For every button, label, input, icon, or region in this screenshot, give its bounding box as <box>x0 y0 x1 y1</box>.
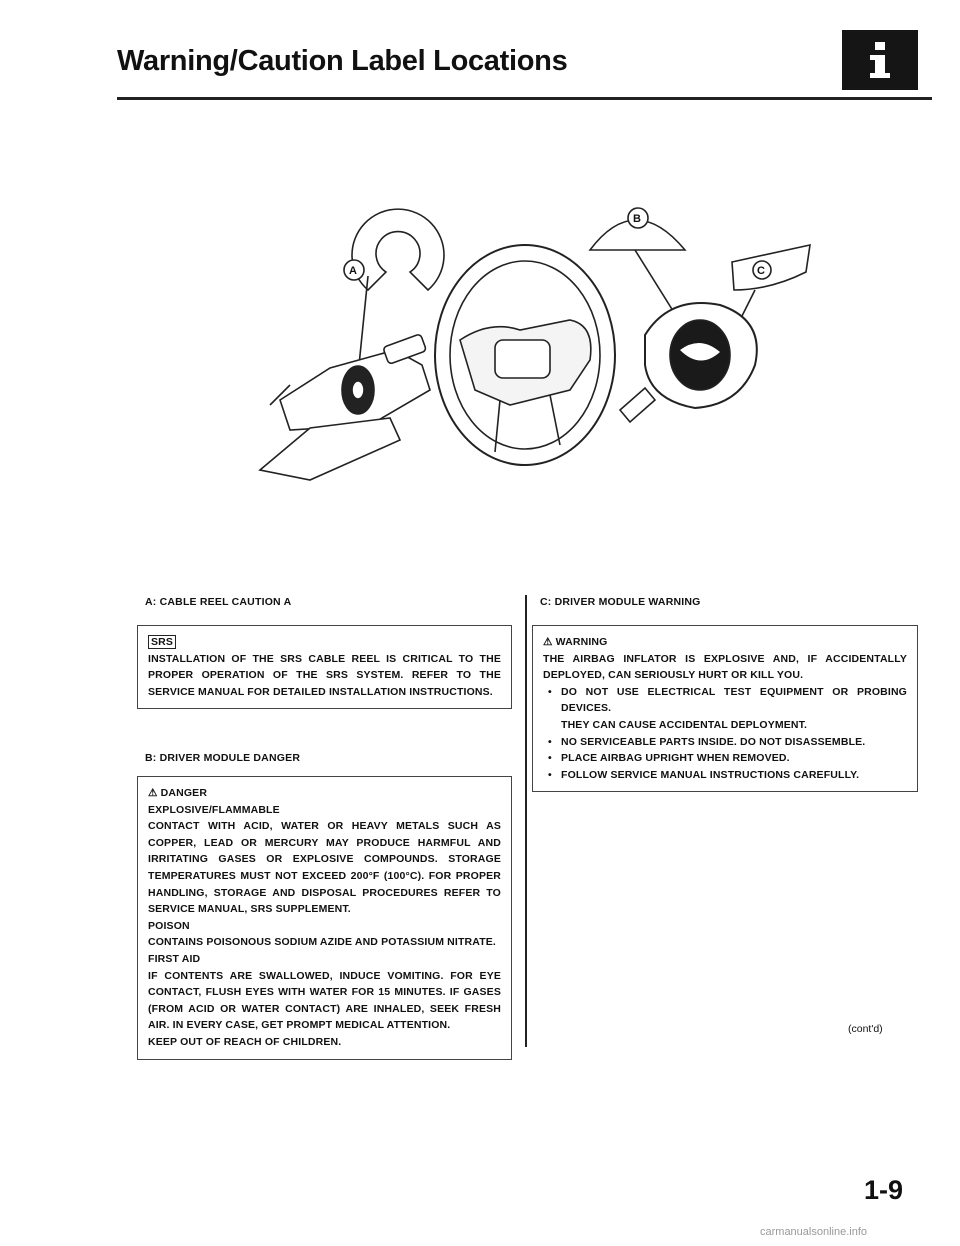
label-b-line: IF CONTENTS ARE SWALLOWED, INDUCE VOMITING. FOR EYE CONTACT, FLUSH EYES WITH WATER FOR 15 MINUTES. IF GASES (FROM ACID OR WATER CONTACT) ARE INHALED, SEEK FRESH AIR. IN EVERY CASE, GET PROMPT MEDICAL ATTENTION. <box>148 969 501 1032</box>
label-c-bullet: • DO NOT USE ELECTRICAL TEST EQUIPMENT OR PROBING DEVICES. <box>543 684 907 717</box>
label-c-bullet: • PLACE AIRBAG UPRIGHT WHEN REMOVED. <box>543 750 907 767</box>
label-b-line: KEEP OUT OF REACH OF CHILDREN. <box>148 1035 342 1048</box>
steering-wheel <box>435 245 615 465</box>
warning-triangle-icon: ⚠ <box>148 787 158 799</box>
label-a-text: INSTALLATION OF THE SRS CABLE REEL IS CRITICAL TO THE PROPER OPERATION OF THE SRS SYSTEM. REFER TO THE SERVICE MANUAL FOR DETAILED INSTALLATION INSTRUCTIONS. <box>148 652 501 698</box>
callout-c: C <box>757 265 765 277</box>
label-b-box <box>137 776 512 1060</box>
callout-a: A <box>349 265 357 277</box>
srs-tag: SRS <box>148 635 176 649</box>
continued-note: (cont'd) <box>848 1023 883 1035</box>
warning-triangle-icon: ⚠ <box>543 636 553 648</box>
steering-wheel-illustration <box>250 190 830 500</box>
label-b-line: POISON <box>148 919 190 932</box>
caption-label-b: B: DRIVER MODULE DANGER <box>145 752 301 764</box>
caption-label-a: A: CABLE REEL CAUTION A <box>145 596 292 608</box>
label-b-line: CONTAINS POISONOUS SODIUM AZIDE AND POTASSIUM NITRATE. <box>148 936 496 949</box>
page-number: 1-9 <box>864 1175 904 1205</box>
label-c-intro: THE AIRBAG INFLATOR IS EXPLOSIVE AND, IF ACCIDENTALLY DEPLOYED, CAN SERIOUSLY HURT OR KILL YOU. <box>543 652 907 682</box>
page-title: Warning/Caution Label Locations <box>117 45 568 77</box>
label-b-line: CONTACT WITH ACID, WATER OR HEAVY METALS SUCH AS COPPER, LEAD OR MERCURY MAY PRODUCE HARMFUL AND IRRITATING GASES OR EXPLOSIVE COMPOUNDS. STORAGE TEMPERATURES MUST NOT EXCEED 200°F (100°C). FOR PROPER HANDLING, STORAGE AND DISPOSAL PROCEDURES REFER TO SERVICE MANUAL, SRS SUPPLEMENT. <box>148 820 501 916</box>
warning-heading: ⚠ WARNING <box>543 636 608 648</box>
header-rule <box>117 97 932 100</box>
info-icon <box>842 30 918 90</box>
danger-heading: ⚠ DANGER <box>148 787 208 799</box>
callout-b: B <box>633 213 641 225</box>
watermark: carmanualsonline.info <box>760 1226 868 1238</box>
label-a-box <box>137 625 512 709</box>
label-c-bullet: • FOLLOW SERVICE MANUAL INSTRUCTIONS CAREFULLY. <box>543 767 907 784</box>
caption-label-c: C: DRIVER MODULE WARNING <box>540 596 701 608</box>
steering-column <box>260 334 430 480</box>
label-c-bullet-cont: THEY CAN CAUSE ACCIDENTAL DEPLOYMENT. <box>561 718 808 731</box>
label-c-box <box>532 625 918 792</box>
airbag-module <box>620 303 757 422</box>
column-divider <box>525 595 527 1047</box>
label-b-line: EXPLOSIVE/FLAMMABLE <box>148 803 280 816</box>
label-c-bullet: • NO SERVICEABLE PARTS INSIDE. DO NOT DISASSEMBLE. <box>543 734 907 751</box>
label-b-line: FIRST AID <box>148 952 201 965</box>
